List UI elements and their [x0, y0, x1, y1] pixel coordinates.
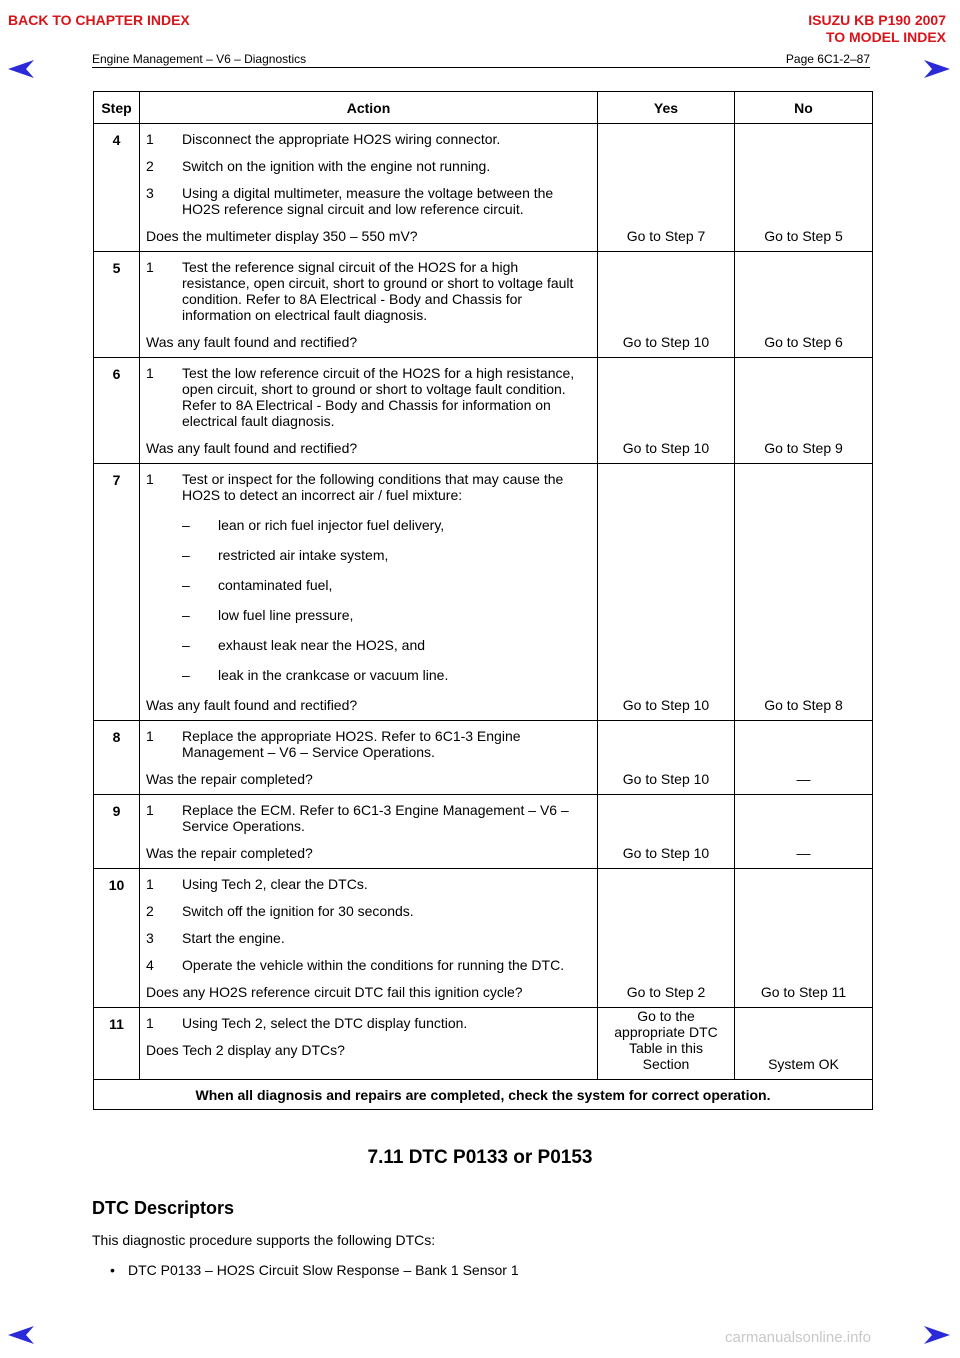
action-line [146, 131, 589, 147]
intro-paragraph: This diagnostic procedure supports the following DTCs: [92, 1232, 436, 1248]
table-row [94, 869, 873, 1008]
step-number: 7 [94, 464, 140, 721]
step-number: 10 [94, 869, 140, 1008]
action-number: 1 [146, 728, 154, 744]
action-text: Switch on the ignition with the engine not running. [182, 158, 491, 174]
no-result: System OK [735, 1008, 873, 1080]
step-number: 4 [94, 124, 140, 252]
action-cell [140, 252, 598, 358]
col-header-no: No [735, 92, 873, 124]
step-question: Does any HO2S reference circuit DTC fail this ignition cycle? [146, 984, 523, 1000]
no-result: Go to Step 8 [735, 464, 873, 721]
action-line [146, 876, 589, 892]
yes-result: Go to Step 10 [598, 464, 735, 721]
final-note-row [94, 1080, 873, 1110]
action-text: Test or inspect for the following conditions that may cause the HO2S to detect an incorrect air / fuel mixture: [182, 471, 564, 503]
final-note: When all diagnosis and repairs are completed, check the system for correct operation. [94, 1080, 873, 1110]
action-cell [140, 721, 598, 795]
yes-result: Go to Step 10 [598, 795, 735, 869]
dtc-bullet-item [110, 1262, 519, 1278]
action-line [146, 903, 589, 919]
action-text: Replace the appropriate HO2S. Refer to 6C1-3 Engine Management – V6 – Service Operations. [182, 728, 521, 760]
next-page-arrow-bottom-icon[interactable] [924, 1326, 950, 1344]
action-number: 1 [146, 1015, 154, 1031]
action-text: Operate the vehicle within the conditions for running the DTC. [182, 957, 565, 973]
condition-item [182, 577, 589, 593]
action-number: 1 [146, 802, 154, 818]
action-number: 1 [146, 876, 154, 892]
table-row [94, 1008, 873, 1080]
action-text: Test the reference signal circuit of the HO2S for a high resistance, open circuit, short to ground or short to voltage fault condition. Refer to 8A Electrical - Body and Chassis for information on electrical fault diagnosis. [182, 259, 574, 323]
action-line [146, 1015, 589, 1031]
action-number: 2 [146, 158, 154, 174]
dtc-descriptors-heading: DTC Descriptors [92, 1198, 235, 1218]
action-line [146, 471, 589, 503]
header-rule [92, 67, 870, 68]
action-number: 4 [146, 957, 154, 973]
bullet-icon: • [110, 1262, 115, 1278]
no-result: — [735, 721, 873, 795]
action-cell [140, 795, 598, 869]
no-result: — [735, 795, 873, 869]
dash-icon: – [182, 517, 190, 533]
yes-result: Go to Step 10 [598, 358, 735, 464]
action-line [146, 957, 589, 973]
table-header-row [94, 92, 873, 124]
previous-page-arrow-bottom-icon[interactable] [8, 1326, 34, 1344]
table-row [94, 795, 873, 869]
action-number: 3 [146, 930, 154, 946]
action-line [146, 259, 589, 323]
step-number: 11 [94, 1008, 140, 1080]
header-page-number: Page 6C1-2–87 [785, 52, 870, 66]
step-number: 5 [94, 252, 140, 358]
next-page-arrow-icon[interactable] [924, 60, 950, 78]
action-line [146, 802, 589, 834]
action-line [146, 728, 589, 760]
action-line [146, 930, 589, 946]
step-question: Was any fault found and rectified? [146, 440, 358, 456]
step-question: Was any fault found and rectified? [146, 334, 358, 350]
action-cell [140, 124, 598, 252]
condition-text: restricted air intake system, [218, 547, 389, 563]
step-question: Does the multimeter display 350 – 550 mV? [146, 228, 418, 244]
table-row [94, 721, 873, 795]
action-number: 3 [146, 185, 154, 201]
step-question: Was the repair completed? [146, 845, 313, 861]
no-result: Go to Step 11 [735, 869, 873, 1008]
col-header-yes: Yes [598, 92, 735, 124]
diagnostic-table [93, 91, 873, 1110]
action-number: 1 [146, 131, 154, 147]
dash-icon: – [182, 607, 190, 623]
no-result: Go to Step 9 [735, 358, 873, 464]
condition-text: low fuel line pressure, [218, 607, 354, 623]
action-number: 2 [146, 903, 154, 919]
condition-item [182, 637, 589, 653]
step-number: 9 [94, 795, 140, 869]
dtc-bullet-text: DTC P0133 – HO2S Circuit Slow Response – Bank 1 Sensor 1 [128, 1262, 519, 1278]
previous-page-arrow-icon[interactable] [8, 60, 34, 78]
action-cell [140, 869, 598, 1008]
step-question: Was the repair completed? [146, 771, 313, 787]
step-number: 8 [94, 721, 140, 795]
model-title: ISUZU KB P190 2007 [808, 12, 946, 28]
yes-result: Go to the appropriate DTC Table in this Section [598, 1008, 735, 1080]
model-index-block[interactable] [808, 12, 946, 46]
action-text: Test the low reference circuit of the HO2S for a high resistance, open circuit, short to ground or short to voltage fault condition. Refer to 8A Electrical - Body and Chassis for information on electrical fault diagnosis. [182, 365, 575, 429]
action-text: Start the engine. [182, 930, 285, 946]
action-line [146, 185, 589, 217]
to-model-index-link[interactable]: TO MODEL INDEX [825, 29, 946, 45]
action-text: Switch off the ignition for 30 seconds. [182, 903, 414, 919]
action-cell [140, 1008, 598, 1080]
condition-item [182, 547, 589, 563]
action-text: Using a digital multimeter, measure the voltage between the HO2S reference signal circuit and low reference circuit. [182, 185, 554, 217]
no-result: Go to Step 5 [735, 124, 873, 252]
condition-text: contaminated fuel, [218, 577, 333, 593]
no-result: Go to Step 6 [735, 252, 873, 358]
action-text: Replace the ECM. Refer to 6C1-3 Engine Management – V6 – Service Operations. [182, 802, 569, 834]
step-number: 6 [94, 358, 140, 464]
action-number: 1 [146, 365, 154, 381]
table-row [94, 464, 873, 721]
table-row [94, 252, 873, 358]
step-question: Was any fault found and rectified? [146, 697, 358, 713]
watermark: carmanualsonline.info [725, 1329, 871, 1346]
action-cell [140, 358, 598, 464]
yes-result: Go to Step 10 [598, 252, 735, 358]
condition-item [182, 607, 589, 623]
section-title: 7.11 DTC P0133 or P0153 [367, 1147, 593, 1168]
step-question: Does Tech 2 display any DTCs? [146, 1042, 345, 1058]
condition-text: leak in the crankcase or vacuum line. [218, 667, 449, 683]
condition-item [182, 517, 589, 533]
action-text: Disconnect the appropriate HO2S wiring connector. [182, 131, 501, 147]
action-number: 1 [146, 259, 154, 275]
dash-icon: – [182, 577, 190, 593]
yes-result: Go to Step 10 [598, 721, 735, 795]
dash-icon: – [182, 547, 190, 563]
col-header-action: Action [140, 92, 598, 124]
condition-item [182, 667, 589, 683]
table-row [94, 124, 873, 252]
col-header-step: Step [94, 92, 140, 124]
header-section-title: Engine Management – V6 – Diagnostics [92, 52, 307, 66]
action-line [146, 158, 589, 174]
table-row [94, 358, 873, 464]
condition-text: exhaust leak near the HO2S, and [218, 637, 426, 653]
action-cell [140, 464, 598, 721]
yes-result: Go to Step 7 [598, 124, 735, 252]
dash-icon: – [182, 667, 190, 683]
back-to-chapter-index-link[interactable]: BACK TO CHAPTER INDEX [8, 12, 190, 28]
action-text: Using Tech 2, select the DTC display function. [182, 1015, 468, 1031]
action-number: 1 [146, 471, 154, 487]
yes-result: Go to Step 2 [598, 869, 735, 1008]
action-text: Using Tech 2, clear the DTCs. [182, 876, 368, 892]
dash-icon: – [182, 637, 190, 653]
action-line [146, 365, 589, 429]
condition-text: lean or rich fuel injector fuel delivery, [218, 517, 445, 533]
